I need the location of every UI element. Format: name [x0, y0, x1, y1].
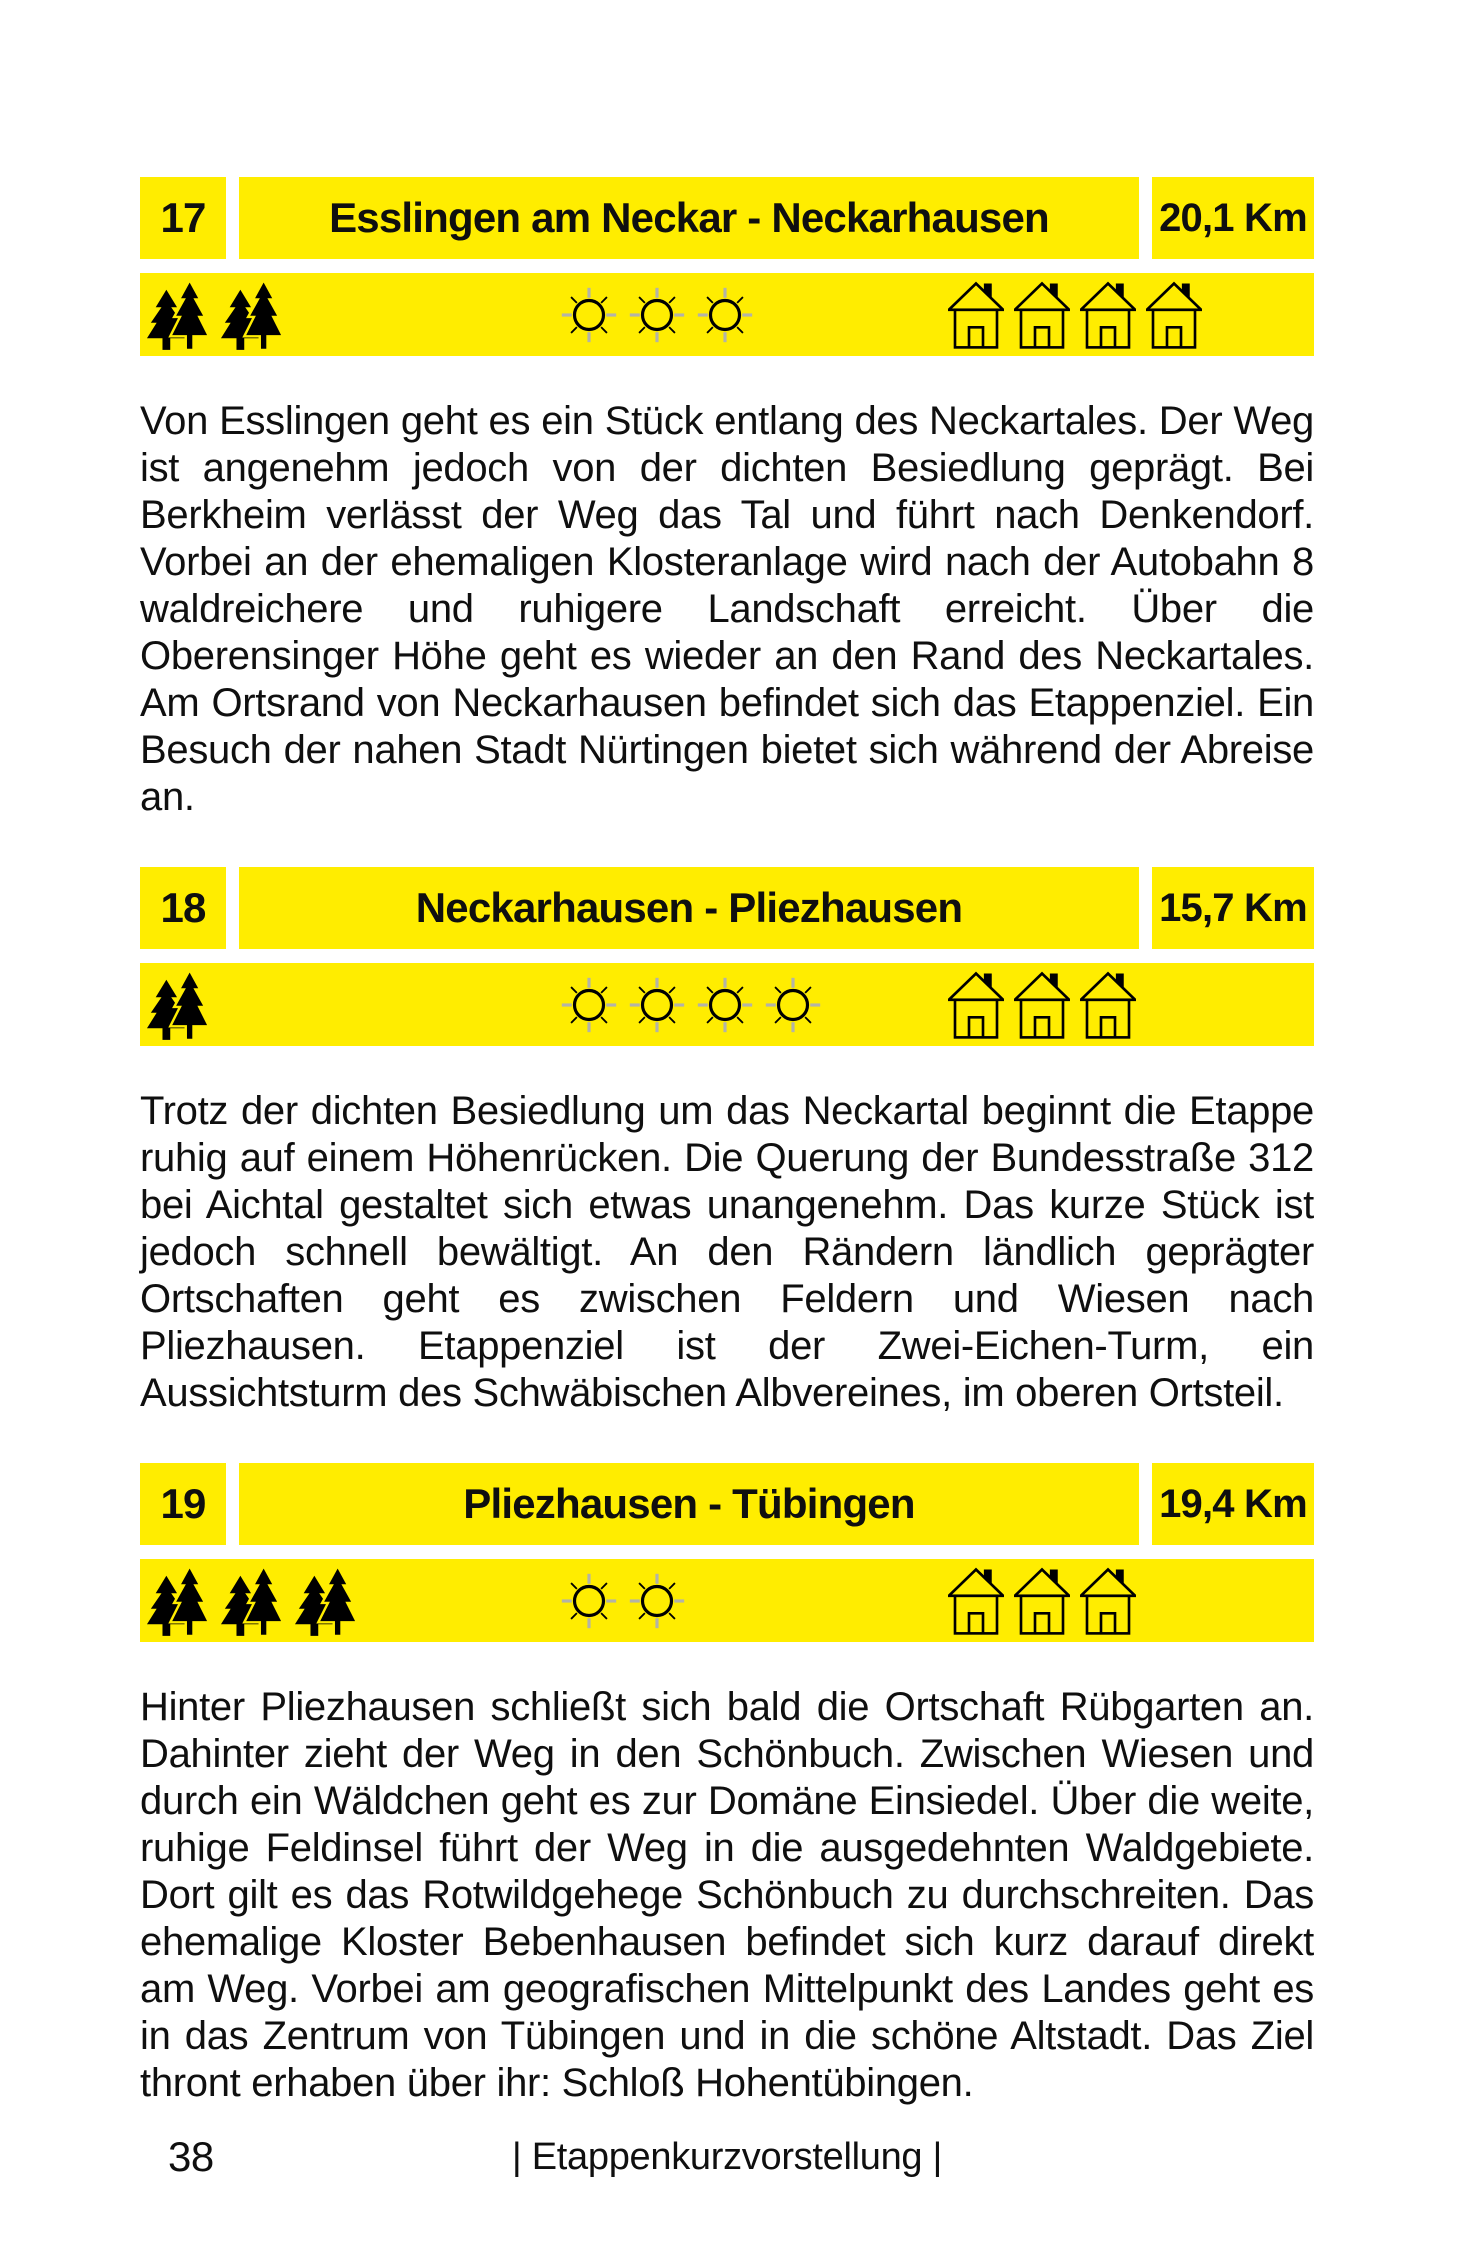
- stage-17-section: [140, 177, 1314, 821]
- stage-rating-bar: [140, 963, 1314, 1046]
- house-icon: [948, 279, 1004, 351]
- stage-distance-badge: 20,1 Km: [1152, 177, 1314, 259]
- sun-icon: [696, 286, 754, 344]
- stage-distance-badge: 15,7 Km: [1152, 867, 1314, 949]
- stage-rating-bar: [140, 1559, 1314, 1642]
- settlement-rating-icons: [948, 969, 1136, 1041]
- stage-number-badge: 19: [140, 1463, 226, 1545]
- footer-caption: | Etappenkurzvorstellung |: [511, 2136, 943, 2178]
- stage-title: Pliezhausen - Tübingen: [239, 1463, 1139, 1545]
- stage-number-badge: 18: [140, 867, 226, 949]
- stage-description: Hinter Pliezhausen schließt sich bald die Ortschaft Rübgarten an. Dahinter zieht der Weg in den Schönbuch. Zwischen Wiesen und durch ein Wäldchen geht es zur Domäne Einsiedel. Über die weite, ruhige Feldinsel führt der Weg in die ausgedehnten Waldgebiete. Dort gilt es das Rotwildgehege Schönbuch zu durchschreiten. Das ehemalige Kloster Bebenhausen befindet sich kurz darauf direkt am Weg. Vorbei am geografischen Mittelpunkt des Landes geht es in das Zentrum von Tübingen und in die schöne Altstadt. Das Ziel thront erhaben über ihr: Schloß Hohentübingen.: [140, 1685, 1314, 2105]
- stage-19-section: [140, 1463, 1314, 2107]
- stage-distance-badge: 19,4 Km: [1152, 1463, 1314, 1545]
- sun-rating-icons: [560, 976, 822, 1034]
- house-icon: [1080, 969, 1136, 1041]
- sun-icon: [628, 286, 686, 344]
- pine-trees-icon: [146, 278, 210, 352]
- sun-icon: [560, 976, 618, 1034]
- forest-rating-icons: [146, 968, 210, 1042]
- pine-trees-icon: [146, 968, 210, 1042]
- sun-icon: [628, 976, 686, 1034]
- stage-title: Neckarhausen - Pliezhausen: [239, 867, 1139, 949]
- forest-rating-icons: [146, 278, 284, 352]
- stage-header: [140, 867, 1314, 949]
- stage-header: [140, 177, 1314, 259]
- page-content: [140, 177, 1314, 2181]
- house-icon: [1080, 1565, 1136, 1637]
- house-icon: [1080, 279, 1136, 351]
- settlement-rating-icons: [948, 279, 1202, 351]
- house-icon: [1014, 279, 1070, 351]
- house-icon: [948, 1565, 1004, 1637]
- stage-header: [140, 1463, 1314, 1545]
- sun-icon: [696, 976, 754, 1034]
- stage-title: Esslingen am Neckar - Neckarhausen: [239, 177, 1139, 259]
- stage-18-section: [140, 867, 1314, 1417]
- pine-trees-icon: [220, 1564, 284, 1638]
- page-number: 38: [168, 2133, 214, 2180]
- stage-description: Trotz der dichten Besiedlung um das Neckartal beginnt die Etappe ruhig auf einem Höhenrücken. Die Querung der Bundesstraße 312 bei Aichtal gestaltet sich etwas unangenehm. Das kurze Stück ist jedoch schnell bewältigt. An den Rändern ländlich geprägter Ortschaften geht es zwischen Feldern und Wiesen nach Pliezhausen. Etappenziel ist der Zwei-Eichen-Turm, ein Aussichtsturm des Schwäbischen Albvereines, im oberen Ortsteil.: [140, 1089, 1314, 1415]
- pine-trees-icon: [294, 1564, 358, 1638]
- sun-icon: [560, 286, 618, 344]
- sun-rating-icons: [560, 1572, 686, 1630]
- stage-rating-bar: [140, 273, 1314, 356]
- sun-rating-icons: [560, 286, 754, 344]
- pine-trees-icon: [220, 278, 284, 352]
- settlement-rating-icons: [948, 1565, 1136, 1637]
- house-icon: [948, 969, 1004, 1041]
- sun-icon: [628, 1572, 686, 1630]
- house-icon: [1014, 1565, 1070, 1637]
- house-icon: [1146, 279, 1202, 351]
- sun-icon: [764, 976, 822, 1034]
- page-footer: [140, 2133, 1314, 2181]
- pine-trees-icon: [146, 1564, 210, 1638]
- house-icon: [1014, 969, 1070, 1041]
- stage-description: Von Esslingen geht es ein Stück entlang des Neckartales. Der Weg ist angenehm jedoch von der dichten Besiedlung geprägt. Bei Berkheim verlässt der Weg das Tal und führt nach Denkendorf. Vorbei an der ehemaligen Klosteranlage wird nach der Autobahn 8 waldreichere und ruhigere Landschaft erreicht. Über die Oberensinger Höhe geht es wieder an den Rand des Neckartales. Am Ortsrand von Neckarhausen befindet sich das Etappenziel. Ein Besuch der nahen Stadt Nürtingen bietet sich während der Abreise an.: [140, 399, 1314, 819]
- sun-icon: [560, 1572, 618, 1630]
- stage-number-badge: 17: [140, 177, 226, 259]
- forest-rating-icons: [146, 1564, 358, 1638]
